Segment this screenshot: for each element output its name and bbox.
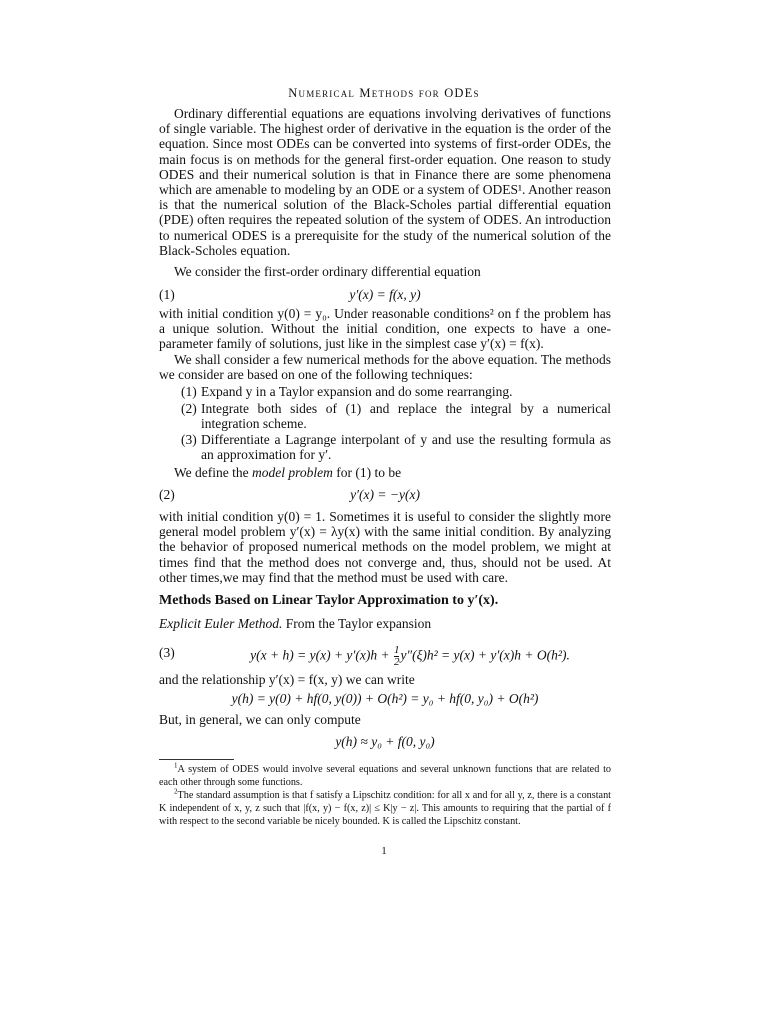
- initial-condition-paragraph: with initial condition y(0) = y₀. Under reasonable conditions² on f the problem has a unique solution. Without the initial condition, one expects to have a one-parameter family of solutions, just like in the simplest case y′(x) = f(x).: [159, 306, 611, 352]
- equation-3-right: y″(ξ)h² = y(x) + y′(x)h + O(h²).: [400, 647, 570, 663]
- page-title: Numerical Methods for ODEs: [288, 86, 480, 100]
- footnote-1-text: A system of ODES would involve several equations and several unknown functions that are related to each other through some functions.: [159, 764, 611, 789]
- equation-4: [159, 691, 611, 707]
- equation-5-body: y(h) ≈ y₀ + f(0, y₀): [335, 734, 435, 749]
- technique-item-2: [181, 401, 611, 431]
- technique-number: (1): [181, 384, 197, 399]
- equation-1: [159, 287, 611, 303]
- technique-item-1: [181, 384, 611, 399]
- footnote-1-mark: 1: [174, 761, 178, 770]
- section-heading: Methods Based on Linear Taylor Approximation to y′(x).: [159, 593, 499, 608]
- equation-2-number: (2): [159, 487, 175, 502]
- page-number: 1: [381, 845, 387, 857]
- consider-paragraph: We consider the first-order ordinary differential equation: [174, 264, 481, 279]
- technique-text: Integrate both sides of (1) and replace the integral by a numerical integration scheme.: [201, 401, 611, 432]
- methods-intro-paragraph: We shall consider a few numerical methods for the above equation. The methods we consider are based on one of the following techniques:: [159, 352, 611, 383]
- fraction-numerator: 1: [393, 644, 400, 656]
- technique-text: Expand y in a Taylor expansion and do some rearranging.: [201, 384, 513, 399]
- equation-3: [159, 645, 611, 667]
- fraction-denominator: 2: [393, 656, 400, 668]
- explicit-euler-label: Explicit Euler Method.: [159, 616, 283, 631]
- technique-number: (2): [181, 401, 197, 416]
- technique-item-3: [181, 432, 611, 462]
- footnote-1: [159, 763, 611, 789]
- equation-4-body: y(h) = y(0) + hf(0, y(0)) + O(h²) = y₀ + hf(0, y₀) + O(h²): [231, 691, 539, 706]
- footnote-2-text: The standard assumption is that f satisfy a Lipschitz condition: for all x and for all y, z, there is a constant K independent of x, y, z such that |f(x, y) − f(x, z)| ≤ K|y − z|. This amounts to requiring that the partial of f with respect to the second variable be nicely bounded. K is called the Lipschitz constant.: [159, 790, 611, 828]
- footnote-divider: [159, 759, 234, 760]
- one-half-fraction: [394, 645, 400, 668]
- footnote-2: [159, 789, 611, 829]
- equation-3-body: [209, 645, 611, 668]
- equation-5: [159, 734, 611, 750]
- but-general-paragraph: But, in general, we can only compute: [159, 712, 361, 727]
- technique-text: Differentiate a Lagrange interpolant of y and use the resulting formula as an approximation for y′.: [201, 432, 611, 463]
- explicit-euler-text: From the Taylor expansion: [282, 616, 432, 631]
- equation-1-number: (1): [159, 287, 175, 302]
- equation-2: [159, 487, 611, 503]
- model-problem-paragraph: with initial condition y(0) = 1. Sometimes it is useful to consider the slightly more general model problem y′(x) = λy(x) with the same initial condition. By analyzing the behavior of proposed numerical methods on the model problem, we might at times find that the method does not converge and, thus, should not be used. At other times,we may find that the method must be used with care.: [159, 509, 611, 585]
- equation-3-number: (3): [159, 645, 175, 660]
- technique-number: (3): [181, 432, 197, 447]
- relationship-paragraph: and the relationship y′(x) = f(x, y) we can write: [159, 672, 415, 687]
- footnote-2-mark: 2: [174, 787, 178, 796]
- explicit-euler-paragraph: [159, 616, 611, 631]
- equation-2-body: y′(x) = −y(x): [350, 487, 420, 502]
- equation-3-left: y(x + h) = y(x) + y′(x)h +: [250, 647, 393, 663]
- model-problem-definition: We define the model problem for (1) to be: [174, 465, 402, 480]
- equation-1-body: y′(x) = f(x, y): [349, 287, 421, 302]
- intro-paragraph: Ordinary differential equations are equations involving derivatives of functions of single variable. The highest order of derivative in the equation is the order of the equation. Since most ODEs can be converted into systems of first-order ODEs, the main focus is on methods for the general first-order equation. One reason to study ODES and their numerical solution is that in Finance there are some phenomena which are amenable to modeling by an ODE or a system of ODES¹. Another reason is that the numerical solution of the Black-Scholes partial differential equation (PDE) often requires the repeated solution of the system of ODES. An introduction to numerical ODES is a prerequisite for the study of the numerical solution of the Black-Scholes equation.: [159, 106, 611, 258]
